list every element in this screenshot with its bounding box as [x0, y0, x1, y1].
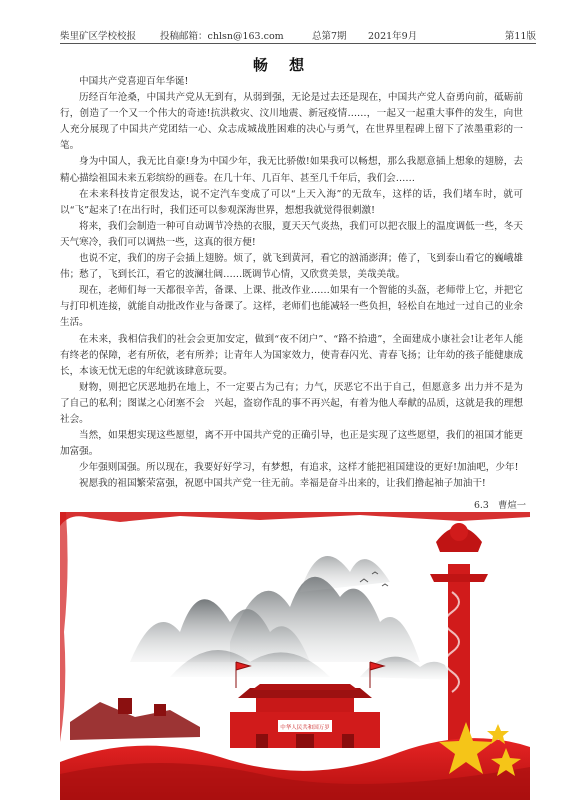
- article-title: 畅 想: [252, 56, 313, 74]
- patriotic-illustration: [60, 512, 530, 800]
- paragraph: 现在，老师们每一天都很辛苦，备课、上课、批改作业……如果有一个智能的头盔，老师带上它，并把它与打印机连接，就能自动批改作业与备课了。这样，老师们也能减轻一些负担，轻松自在地过一过自己的业余生活。: [60, 285, 523, 329]
- paragraph: 历经百年沧桑，中国共产党从无到有，从弱到强，无论是过去还是现在，中国共产党人奋勇向前，砥砺前行，创造了一个又一个伟大的奇迹!抗洪救灾、汶川地震、新冠疫情……，一起又一起重大事件的发生，向世人充分展现了中国共产党团结一心、众志成城战胜困难的决心与勇气，在世界里程碑上留下了浓墨重彩的一笔。: [60, 92, 523, 152]
- red-frame-left: [60, 512, 68, 742]
- paragraph: 将来，我们会制造一种可自动调节冷热的衣服，夏天天气炎热，我们可以把衣服上的温度调低一些，冬天天气寒冷，我们可以调热一些，这真的很方便!: [60, 220, 523, 248]
- huabiao-column: [430, 523, 488, 762]
- paragraph: 在未来，我相信我们的社会会更加安定，做到“夜不闭户”、“路不拾遗”，全面建成小康社会!让老年人能有终老的保障，老有所依，老有所养；让青年人为国家效力，使青春闪光、青春飞扬；让年幼的孩子能健康成长，本该无忧无虑的年纪就该肆意玩耍。: [60, 333, 523, 377]
- great-wall: [70, 698, 200, 740]
- paragraph: 在未来科技肯定很发达，说不定汽车变成了可以“上天入海”的无敌车，这样的话，我们堵车时，就可以“飞”起来了!在出行时，我们还可以参观深海世界，想想我就觉得很刺激!: [60, 188, 523, 216]
- article-body: [60, 74, 523, 492]
- paragraph: 财物，则把它厌恶地扔在地上，不一定要占为己有；力气，厌恶它不出于自己，但愿意多 出力并不是为了自己的私利；图谋之心闭塞不会 兴起，盗窃作乱的事不再兴起，有着为他人奉献的品质，这就是我的理想社会。: [60, 381, 523, 425]
- submission-email: 投稿邮箱：chlsn@163.com: [160, 31, 284, 42]
- issue-date: 2021年9月: [368, 31, 418, 42]
- issue-number: 总第7期: [312, 31, 347, 42]
- tiananmen-gate: [230, 684, 380, 748]
- paragraph: 少年强则国强。所以现在，我要好好学习，有梦想，有追求，这样才能把祖国建设的更好!加油吧，少年!: [79, 462, 519, 474]
- school-name: 柴里矿区学校校报: [60, 31, 137, 42]
- paragraph: 祝愿我的祖国繁荣富强，祝愿中国共产党一往无前。幸福是奋斗出来的，让我们撸起袖子加油干!: [79, 478, 486, 490]
- page-number: 第11版: [504, 31, 536, 42]
- paragraph: 也说不定，我们的房子会插上翅膀。烦了，就飞到黄河，看它的汹涌澎湃；倦了，飞到泰山看它的巍峨雄伟；愁了，飞到长江，看它的波澜壮阔……既调节心情，又欣赏美景，美哉美哉。: [60, 253, 523, 281]
- page-header: [60, 26, 536, 44]
- tiananmen-banner: 中华人民共和国万岁: [280, 725, 330, 731]
- paragraph: 身为中国人，我无比自豪!身为中国少年，我无比骄傲!如果我可以畅想，那么我愿意插上想象的翅膀，去精心描绘祖国未来五彩缤纷的画卷。在几十年、几百年、甚至几千年后，我们会……: [60, 156, 523, 184]
- paragraph: 中国共产党喜迎百年华诞!: [79, 76, 189, 87]
- ink-mountains: [130, 556, 460, 680]
- paragraph: 当然，如果想实现这些愿望，离不开中国共产党的正确引导，也正是实现了这些愿望，我们的祖国才能更加富强。: [60, 430, 523, 458]
- author-signature: 6.3 曹煊一: [474, 500, 526, 511]
